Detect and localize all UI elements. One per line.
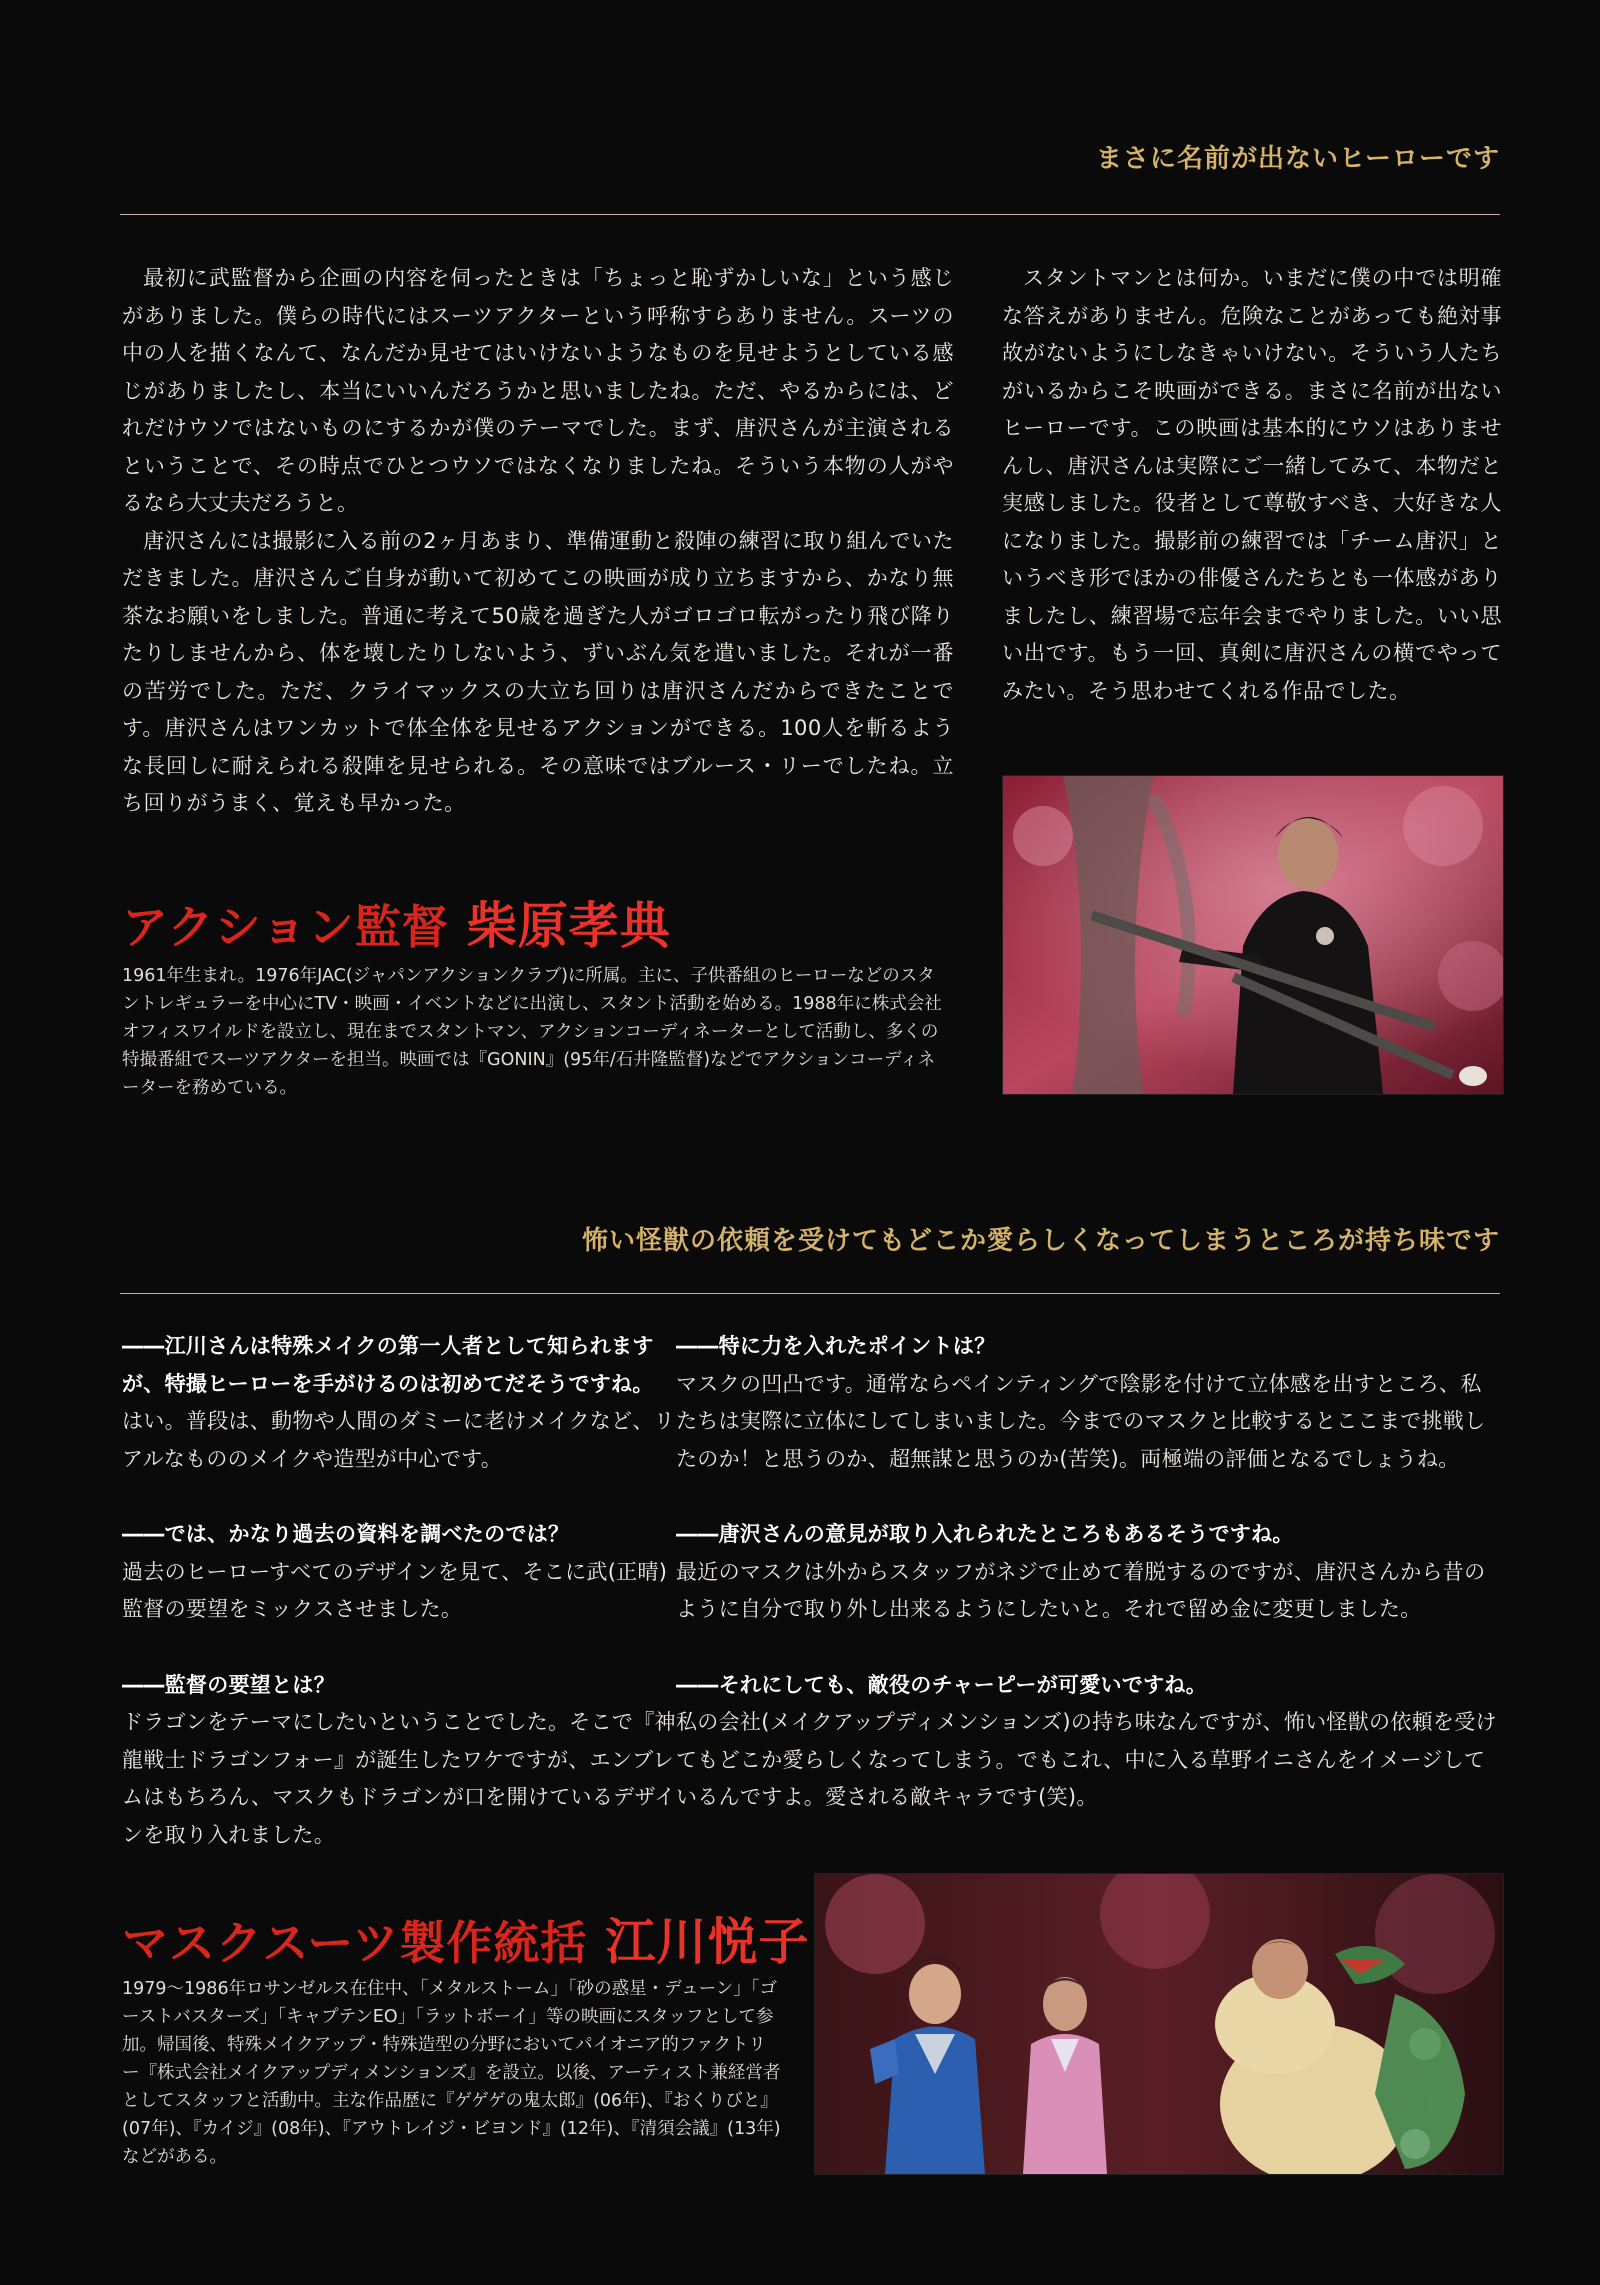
section2-heading: 怖い怪獣の依頼を受けてもどこか愛らしくなってしまうところが持ち味です: [581, 1226, 1500, 1256]
question-2: ――では、かなり過去の資料を調べたのでは？: [122, 1522, 570, 1546]
action-director-photo: [1002, 775, 1504, 1095]
mask-suit-photo: [814, 1873, 1504, 2175]
section1-right-paragraph: スタントマンとは何か。いまだに僕の中では明確な答えがありません。危険なことがあっても絶対事故がないようにしなきゃいけない。そういう人たちがいるからこそ映画ができる。まさに名前が出ないヒーローです。この映画は基本的にウソはありませんし、唐沢さんは実際にご一緒してみて、本物だと実感しました。役者として尊敬すべき、大好きな人になりました。撮影前の練習では「チーム唐沢」というべき形でほかの俳優さんたちとも一体感がありましたし、練習場で忘年会までやりました。いい思い出です。もう一回、真剣に唐沢さんの横でやってみたい。そう思わせてくれる作品でした。: [1002, 266, 1502, 703]
section2-role: マスクスーツ製作統括: [122, 1916, 588, 1970]
question-4: ――特に力を入れたポイントは？: [676, 1334, 996, 1358]
question-3: ――監督の要望とは？: [122, 1672, 335, 1697]
section1-person-name: 柴原孝典: [466, 897, 671, 955]
answer-2: 過去のヒーローすべてのデザインを見て、そこに武(正晴)監督の要望をミックスさせました。: [122, 1559, 668, 1621]
qa-block-1: [122, 1328, 682, 1478]
section1-heading: まさに名前が出ないヒーローです: [1096, 144, 1500, 174]
question-1: ――江川さんは特殊メイクの第一人者として知られますが、特撮ヒーローを手がけるのは初めてだそうですね。: [122, 1334, 654, 1396]
section2-title: [122, 1902, 809, 1974]
qa-block-2: [122, 1516, 682, 1629]
answer-4: マスクの凹凸です。通常ならペインティングで陰影を付けて立体感を出すところ、私たちは実際に立体にしてしまいました。今までのマスクと比較するとここまで挑戦したのか！と思うのか、超無謀と思うのか(苦笑)。両極端の評価となるでしょうね。: [676, 1371, 1486, 1471]
section1-right-column: [1002, 260, 1502, 710]
qa-block-4: [676, 1328, 1502, 1478]
question-5: ――唐沢さんの意見が取り入れられたところもあるそうですね。: [676, 1522, 1294, 1546]
mask-suit-photo-image: [815, 1874, 1503, 2174]
section2-person-name: 江川悦子: [605, 1913, 810, 1971]
answer-6: 私の会社(メイクアップディメンションズ)の持ち味なんですが、怖い怪獣の依頼を受けてもどこか愛らしくなってしまう。でもこれ、中に入る草野イニさんをイメージしているんですよ。愛される敵キャラです(笑)。: [676, 1710, 1497, 1809]
qa-block-6: [676, 1667, 1502, 1817]
qa-block-5: [676, 1516, 1502, 1629]
action-director-photo-image: [1003, 776, 1503, 1094]
section2-divider: [120, 1293, 1500, 1294]
section2-right-qa: [676, 1328, 1502, 1855]
section1-paragraph-1: 最初に武監督から企画の内容を伺ったときは「ちょっと恥ずかしいな」という感じがありました。僕らの時代にはスーツアクターという呼称すらありません。スーツの中の人を描くなんて、なんだか見せてはいけないようなものを見せようとしている感じがありましたし、本当にいいんだろうかと思いましたね。ただ、やるからには、どれだけウソではないものにするかが僕のテーマでした。まず、唐沢さんが主演されるということで、その時点でひとつウソではなくなりましたね。そういう本物の人がやるなら大丈夫だろうと。: [122, 266, 954, 515]
section1-left-column: [122, 260, 954, 823]
question-6: ――それにしても、敵役のチャーピーが可愛いですね。: [676, 1672, 1208, 1697]
section1-divider: [120, 214, 1500, 215]
section2-left-qa: [122, 1328, 682, 1892]
qa-block-3: [122, 1667, 682, 1855]
answer-1: はい。普段は、動物や人間のダミーに老けメイクなど、リアルなもののメイクや造型が中心です。: [122, 1409, 675, 1471]
section1-title: [122, 886, 671, 958]
section1-role: アクション監督: [122, 900, 449, 954]
section1-bio: 1961年生まれ。1976年JAC(ジャパンアクションクラブ)に所属。主に、子供番組のヒーローなどのスタントレギュラーを中心にTV・映画・イベントなどに出演し、スタント活動を始める。1988年に株式会社オフィスワイルドを設立し、現在までスタントマン、アクションコーディネーターとして活動し、多くの特撮番組でスーツアクターを担当。映画では『GONIN』(95年/石井隆監督)などでアクションコーディネーターを務めている。: [122, 966, 942, 1098]
section1-paragraph-2: 唐沢さんには撮影に入る前の2ヶ月あまり、準備運動と殺陣の練習に取り組んでいただきました。唐沢さんご自身が動いて初めてこの映画が成り立ちますから、かなり無茶なお願いをしました。普通に考えて50歳を過ぎた人がゴロゴロ転がったり飛び降りたりしませんから、体を壊したりしないよう、ずいぶん気を遣いました。それが一番の苦労でした。ただ、クライマックスの大立ち回りは唐沢さんだからできたことです。唐沢さんはワンカットで体全体を見せるアクションができる。100人を斬るような長回しに耐えられる殺陣を見せられる。その意味ではブルース・リーでしたね。立ち回りがうまく、覚えも早かった。: [122, 528, 954, 815]
answer-3: ドラゴンをテーマにしたいということでした。そこで『神龍戦士ドラゴンフォー』が誕生したワケですが、エンブレムはもちろん、マスクもドラゴンが口を開けているデザインを取り入れました。: [122, 1710, 676, 1847]
section2-bio: 1979～1986年ロサンゼルス在住中、「メタルストーム」「砂の惑星・デューン」「ゴーストバスターズ」「キャプテンEO」「ラットボーイ」等の映画にスタッフとして参加。帰国後、特殊メイクアップ・特殊造型の分野においてパイオニア的ファクトリー『株式会社メイクアップディメンションズ』を設立。以後、アーティスト兼経営者としてスタッフと活動中。主な作品歴に『ゲゲゲの鬼太郎』(06年)、『おくりびと』(07年)、『カイジ』(08年)、『アウトレイジ・ビヨンド』(12年)、『清須会議』(13年)などがある。: [122, 1979, 781, 2167]
answer-5: 最近のマスクは外からスタッフがネジで止めて着脱するのですが、唐沢さんから昔のように自分で取り外し出来るようにしたいと。それで留め金に変更しました。: [676, 1559, 1486, 1621]
